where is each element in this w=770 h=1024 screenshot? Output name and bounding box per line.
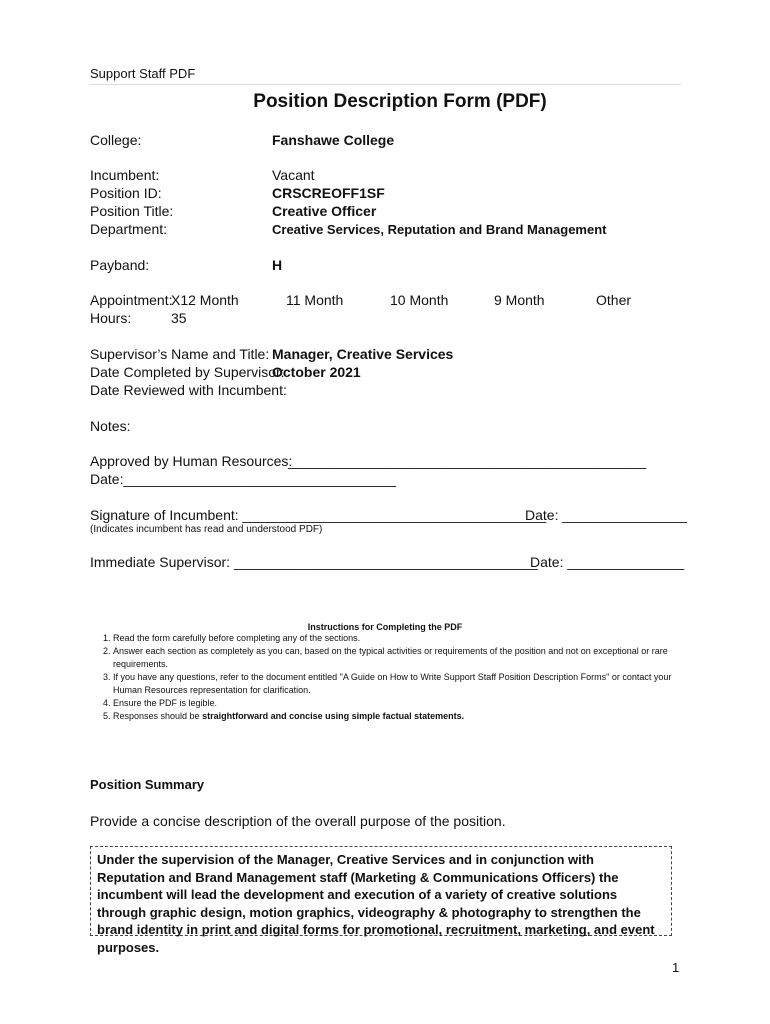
appointment-label: Appointment: — [90, 292, 173, 308]
payband-label: Payband: — [90, 257, 150, 273]
date-completed-value: October 2021 — [272, 364, 361, 380]
instructions-list — [90, 632, 691, 723]
position-summary-text[interactable]: Under the supervision of the Manager, Creative Services and in conjunction with Reputation and Brand Management staff (Marketing & Communications Officers) the incumbent will lead the development and execution of a variety of creative solutions through graphic design, motion graphics, videography & photography to strengthen the brand identity in print and digital forms for promotional, recruitment, marketing, and event purposes. — [90, 846, 672, 936]
incumbent-date-line[interactable]: Date: ________________ — [525, 507, 687, 523]
incumbent-value: Vacant — [272, 167, 315, 183]
college-value: Fanshawe College — [272, 132, 395, 148]
appointment-option-other: Other — [596, 292, 632, 308]
appointment-option-9: 9 Month — [494, 292, 545, 308]
instructions-title: Instructions for Completing the PDF — [307, 622, 463, 632]
header-divider — [90, 84, 681, 85]
instruction-item-text: Responses should be — [113, 711, 203, 721]
instruction-item: 2. Answer each section as completely as you can, based on the typical activities or requirements of the position and not on exceptional or rare requirements. — [113, 645, 691, 671]
payband-value: H — [272, 257, 283, 273]
notes-label: Notes: — [90, 418, 131, 434]
position-summary-heading: Position Summary — [90, 777, 205, 792]
hours-label: Hours: — [90, 310, 132, 326]
hr-date-line[interactable]: Date:___________________________________ — [90, 471, 396, 487]
incumbent-label: Incumbent: — [90, 167, 160, 183]
instruction-item — [113, 710, 691, 723]
position-title-label: Position Title: — [90, 203, 174, 219]
hr-approval-line[interactable]: ______________________________________________ — [288, 453, 647, 469]
supervisor-date-line[interactable]: Date: _______________ — [530, 554, 685, 570]
department-value: Creative Services, Reputation and Brand Management — [272, 222, 607, 237]
supervisor-signature-line[interactable]: Immediate Supervisor: _______________________________________ — [90, 554, 538, 570]
position-id-value: CRSCREOFF1SF — [272, 185, 385, 201]
position-id-label: Position ID: — [90, 185, 162, 201]
instruction-item-emphasis: straightforward and concise using simple factual statements. — [202, 711, 465, 721]
instruction-item: 1. Read the form carefully before completing any of the sections. — [113, 632, 691, 645]
incumbent-note: (Indicates incumbent has read and understood PDF) — [90, 524, 323, 535]
instruction-item: 3. If you have any questions, refer to the document entitled "A Guide on How to Write Support Staff Position Description Forms" or contact your Human Resources representation for clarification. — [113, 671, 691, 697]
appointment-option-10: 10 Month — [390, 292, 449, 308]
incumbent-signature-line[interactable]: Signature of Incumbent: _______________________________________ — [90, 507, 547, 523]
hr-approval-label: Approved by Human Resources: — [90, 453, 293, 469]
position-summary-prompt: Provide a concise description of the overall purpose of the position. — [90, 813, 506, 829]
college-label: College: — [90, 132, 142, 148]
date-reviewed-label: Date Reviewed with Incumbent: — [90, 382, 287, 398]
appointment-option-11: 11 Month — [286, 292, 344, 308]
supervisor-value: Manager, Creative Services — [272, 346, 454, 362]
department-label: Department: — [90, 221, 168, 237]
supervisor-label: Supervisor’s Name and Title: — [90, 346, 270, 362]
position-title-value: Creative Officer — [272, 203, 377, 219]
running-header: Support Staff PDF — [90, 66, 196, 81]
hours-value: 35 — [171, 310, 187, 326]
page-number: 1 — [672, 960, 680, 975]
appointment-option-x12: X12 Month — [171, 292, 239, 308]
date-completed-label: Date Completed by Supervisor: — [90, 364, 285, 380]
form-title: Position Description Form (PDF) — [253, 91, 547, 112]
instruction-item: 4. Ensure the PDF is legible. — [113, 697, 691, 710]
